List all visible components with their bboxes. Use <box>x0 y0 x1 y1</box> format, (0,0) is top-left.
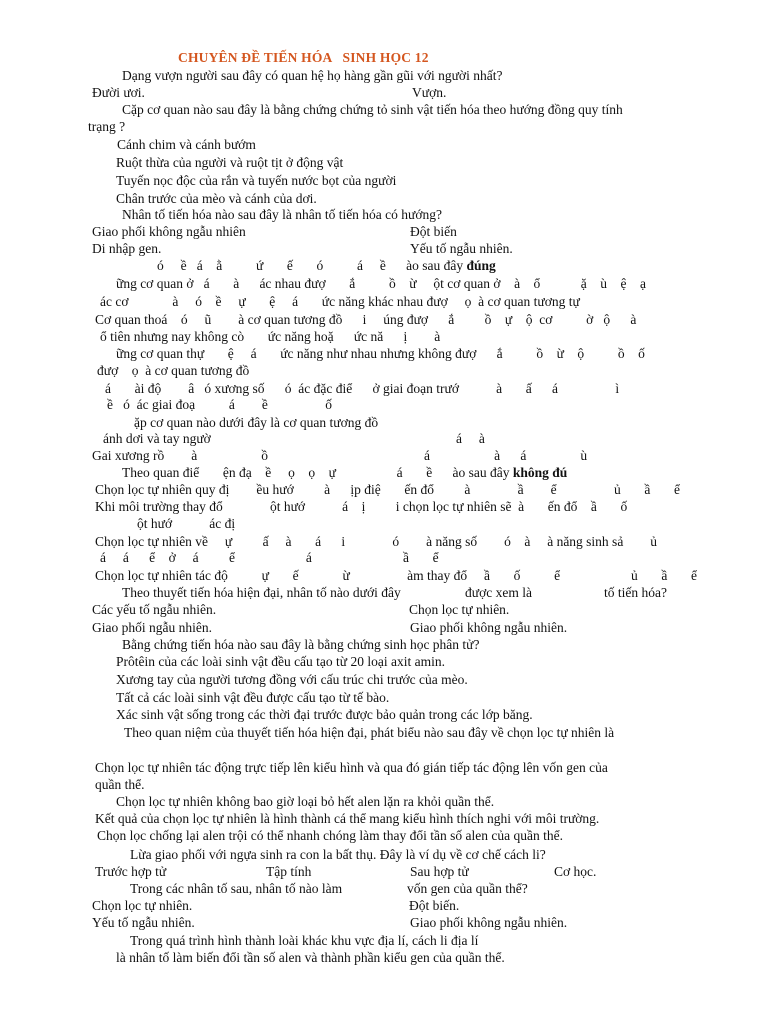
answer-b: Chọn lọc tự nhiên. <box>409 602 510 617</box>
answer-d: Xác sinh vật sống trong các thời đại trước được bảo quản trong các lớp băng. <box>116 707 533 722</box>
question-2: Cặp cơ quan nào sau đây là bằng chứng chứng tỏ sinh vật tiến hóa theo hướng đồng quy tính <box>122 102 623 117</box>
answer-b: Đột biến <box>410 224 457 239</box>
answer-a: Trước hợp tử <box>95 864 167 879</box>
answer-d: á à á ù <box>424 448 588 463</box>
document-title: CHUYÊN ĐỀ TIẾN HÓA SINH HỌC 12 <box>178 50 429 65</box>
answer-b: Tập tính <box>266 864 312 879</box>
answer-d: Chân trước của mèo và cánh của dơi. <box>116 191 317 206</box>
question-5: ặp cơ quan nào dưới đây là cơ quan tương đồ <box>134 415 379 430</box>
answer-d: Giao phối không ngẫu nhiên. <box>410 620 568 635</box>
answer-a: Giao phối không ngẫu nhiên <box>92 224 246 239</box>
question-11-end: vốn gen của quần thể? <box>407 881 528 896</box>
answer-a: Prôtêin của các loài sinh vật đều cấu tạo từ 20 loại axit amin. <box>116 654 445 669</box>
answer-b: Chọn lọc tự nhiên không bao giờ loại bỏ hết alen lặn ra khỏi quần thể. <box>116 794 495 809</box>
answer-c: Chọn lọc tự nhiên về ự ấ à á i ó à năng số ó à à năng sinh sả ủ <box>95 534 658 549</box>
answer-b: Xương tay của người tương đồng với cấu trúc chi trước của mèo. <box>116 672 468 687</box>
question-9: Theo quan niệm của thuyết tiến hóa hiện đại, phát biểu nào sau đây về chọn lọc tự nhiên là <box>124 725 615 740</box>
answer-a: Chọn lọc tự nhiên quy đị ều hướ à ịp điệ ến đổ à ầ ể ủ ầ ể <box>95 482 680 497</box>
question-6-bold: không đú <box>512 465 568 480</box>
answer-a: ững cơ quan ở á à ác nhau đượ ắ ồ ừ ột cơ quan ở à ổ ặ ù ệ ạ <box>116 276 647 291</box>
answer-c: Gai xương rồ à ồ <box>92 448 269 463</box>
question-11: Trong các nhân tố sau, nhân tố nào làm <box>130 881 343 896</box>
answer-d: Chọn lọc tự nhiên tác độ ự ế ừ àm thay đổ ầ ố ể ủ ầ ể <box>95 568 697 583</box>
answer-c-cont: đượ ọ à cơ quan tương đồ <box>97 363 250 378</box>
answer-c: Yếu tố ngẫu nhiên. <box>92 915 195 930</box>
question-4-text: ó ề á ằ ứ ế ó á ề ào sau đây <box>157 258 467 273</box>
question-7-mid: được xem là <box>465 585 532 600</box>
answer-d: á ài độ â ó xương số ó ác đặc điể ở giai đoạn trướ à ấ á ì <box>105 381 620 396</box>
answer-d: Giao phối không ngẫu nhiên. <box>410 915 568 930</box>
answer-a-cont: quần thể. <box>95 777 145 792</box>
answer-a: Chọn lọc tự nhiên. <box>92 898 193 913</box>
answer-b: Ruột thừa của người và ruột tịt ở động vật <box>116 155 344 170</box>
answer-d: Chọn lọc chống lại alen trội có thể nhanh chóng làm thay đổi tần số alen của quần thể. <box>97 828 563 843</box>
answer-c-cont: á á ể ở á ể á ầ ể <box>100 550 439 565</box>
question-3: Nhân tố tiến hóa nào sau đây là nhân tố tiến hóa có hướng? <box>122 207 442 222</box>
answer-d-cont: ề ó ác giai đoạ á ề ố <box>107 397 332 412</box>
question-7-end: tố tiến hóa? <box>604 585 667 600</box>
answer-a: Các yếu tố ngẫu nhiên. <box>92 602 217 617</box>
question-2-cont: trạng ? <box>88 119 126 134</box>
answer-b: Khi môi trường thay đổ ột hướ á ị i chọn lọc tự nhiên sẽ à ến đổ ầ ố <box>95 499 628 514</box>
answer-d: Cơ học. <box>554 864 597 879</box>
answer-c: Kết quả của chọn lọc tự nhiên là hình thành cá thể mang kiểu hình thích nghi với môi trường. <box>95 811 600 826</box>
answer-a: Đười ươi. <box>92 85 145 100</box>
answer-d: Yếu tố ngẫu nhiên. <box>410 241 513 256</box>
answer-a: Chọn lọc tự nhiên tác động trực tiếp lên kiểu hình và qua đó gián tiếp tác động lên vốn gen của <box>95 760 608 775</box>
answer-b: Cơ quan thoá ó ũ à cơ quan tương đồ i úng đượ ắ ồ ự ộ cơ ờ ộ à <box>95 312 637 327</box>
question-7: Theo thuyết tiến hóa hiện đại, nhân tố nào dưới đây <box>122 585 401 600</box>
answer-b: Đột biến. <box>409 898 460 913</box>
question-1: Dạng vượn người sau đây có quan hệ họ hàng gần gũi với người nhất? <box>122 68 503 83</box>
answer-c: Tuyến nọc độc của rắn và tuyến nước bọt của người <box>116 173 397 188</box>
answer-b-cont: ột hướ ác đị <box>137 516 236 531</box>
answer-c: Di nhập gen. <box>92 241 162 256</box>
question-6-text: Theo quan điể ện đạ ề ọ ọ ự á ề ào sau đây <box>122 465 513 480</box>
answer-a: Cánh chim và cánh bướm <box>117 137 256 152</box>
question-4-bold: đúng <box>466 258 496 273</box>
answer-c: Giao phối ngẫu nhiên. <box>92 620 212 635</box>
answer-c: Sau hợp tử <box>410 864 469 879</box>
question-8: Bằng chứng tiến hóa nào sau đây là bằng chứng sinh học phân tử? <box>122 637 480 652</box>
answer-b: á à <box>456 431 485 446</box>
answer-b-cont: ổ tiên nhưng nay không cò ức năng hoặ ức nă ị à <box>100 329 441 344</box>
question-6 <box>122 465 567 481</box>
answer-a-cont: ác cơ à ó ề ự ệ á ức năng khác nhau đượ ọ à cơ quan tương tự <box>100 294 580 309</box>
answer-b: Vượn. <box>412 85 447 100</box>
answer-c: Tất cả các loài sinh vật đều được cấu tạo từ tế bào. <box>116 690 390 705</box>
answer-c: ững cơ quan thự ệ á ức năng như nhau nhưng không đượ ắ ồ ừ ộ ồ ố <box>116 346 645 361</box>
question-4 <box>157 258 496 274</box>
question-10: Lừa giao phối với ngựa sinh ra con la bất thụ. Đây là ví dụ về cơ chế cách li? <box>130 847 546 862</box>
question-12: Trong quá trình hình thành loài khác khu vực địa lí, cách li địa lí <box>130 933 479 948</box>
answer-a: ánh dơi và tay ngườ <box>103 431 211 446</box>
question-12-cont: là nhân tố làm biến đổi tần số alen và thành phần kiểu gen của quần thể. <box>116 950 505 965</box>
